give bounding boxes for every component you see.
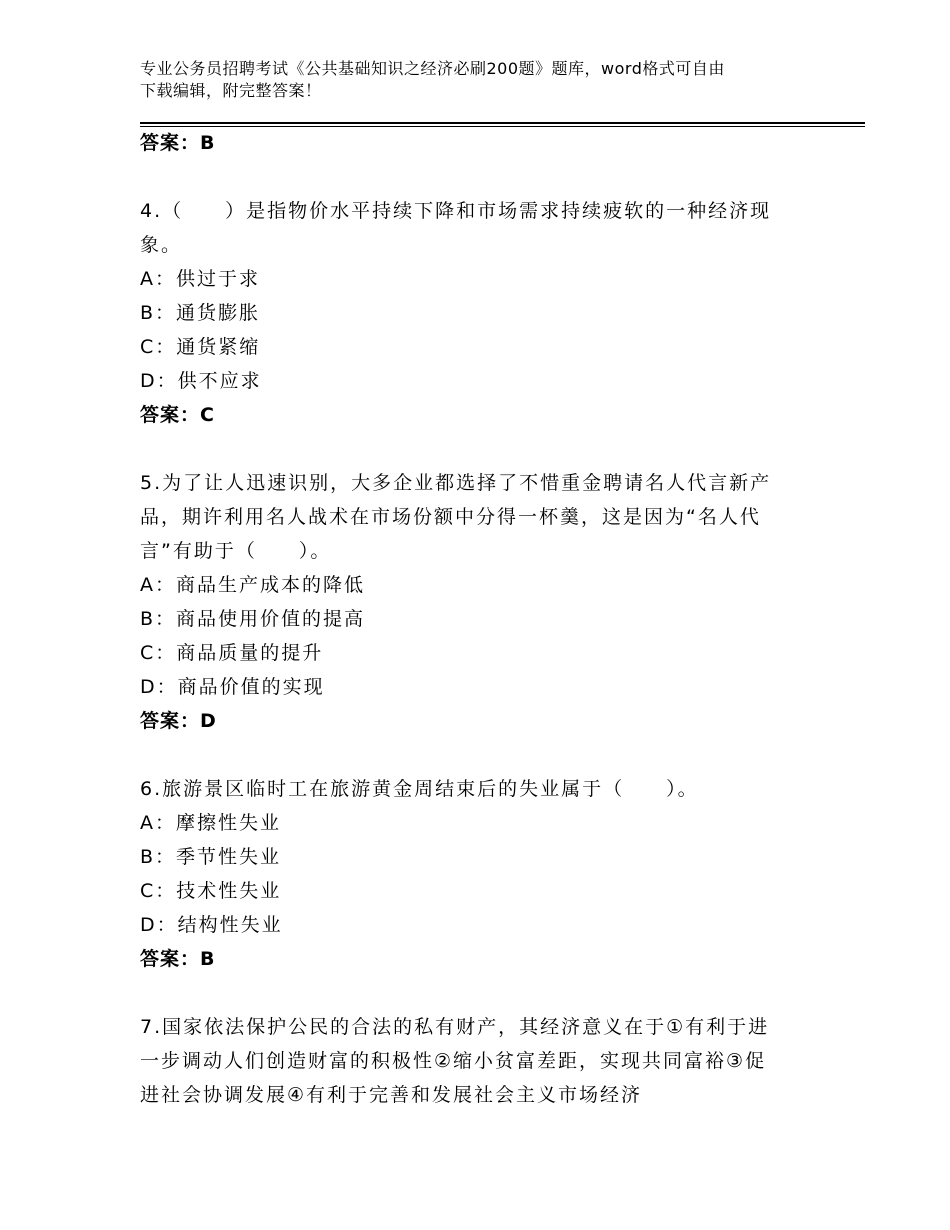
question-6: [140, 772, 800, 976]
question-text: 一步调动人们创造财富的积极性②缩小贫富差距，实现共同富裕③促: [140, 1050, 767, 1072]
spacer: [140, 738, 800, 772]
question-text: 6.旅游景区临时工在旅游黄金周结束后的失业属于（ ）。: [140, 778, 699, 800]
option-d: D：商品价值的实现: [140, 676, 325, 698]
answer: 答案：D: [140, 710, 217, 732]
option-a: A：供过于求: [140, 268, 260, 290]
spacer: [140, 976, 800, 1010]
option-c: C：技术性失业: [140, 880, 282, 902]
previous-answer: 答案：B: [140, 132, 216, 154]
option-a: A：摩擦性失业: [140, 812, 281, 834]
answer: 答案：B: [140, 948, 216, 970]
question-5: [140, 466, 800, 738]
question-text: 象。: [140, 234, 183, 256]
question-list: [140, 126, 800, 1112]
option-a: A：商品生产成本的降低: [140, 574, 365, 596]
option-c: C：商品质量的提升: [140, 642, 324, 664]
header-line-2: 下载编辑，附完整答案！: [140, 81, 322, 100]
question-text: 进社会协调发展④有利于完善和发展社会主义市场经济: [140, 1084, 643, 1106]
option-b: B：季节性失业: [140, 846, 282, 868]
spacer: [140, 160, 800, 194]
header-rule-thick: [140, 122, 865, 124]
header-line-1: 专业公务员招聘考试《公共基础知识之经济必刷200题》题库，word格式可自由: [140, 59, 725, 78]
document-header: [140, 58, 830, 102]
option-b: B：商品使用价值的提高: [140, 608, 366, 630]
answer: 答案：C: [140, 404, 215, 426]
question-text: 7.国家依法保护公民的合法的私有财产，其经济意义在于①有利于进: [140, 1016, 770, 1038]
question-7: [140, 1010, 800, 1112]
option-d: D：结构性失业: [140, 914, 283, 936]
spacer: [140, 432, 800, 466]
question-text: 5.为了让人迅速识别，大多企业都选择了不惜重金聘请名人代言新产: [140, 472, 772, 494]
question-text: 言”有助于（ ）。: [140, 540, 332, 562]
option-c: C：通货紧缩: [140, 336, 261, 358]
option-b: B：通货膨胀: [140, 302, 261, 324]
option-d: D：供不应求: [140, 370, 262, 392]
question-4: [140, 194, 800, 432]
question-text: 4.（ ）是指物价水平持续下降和市场需求持续疲软的一种经济现: [140, 200, 772, 222]
question-text: 品，期许利用名人战术在市场份额中分得一杯羹，这是因为“名人代: [140, 506, 761, 528]
